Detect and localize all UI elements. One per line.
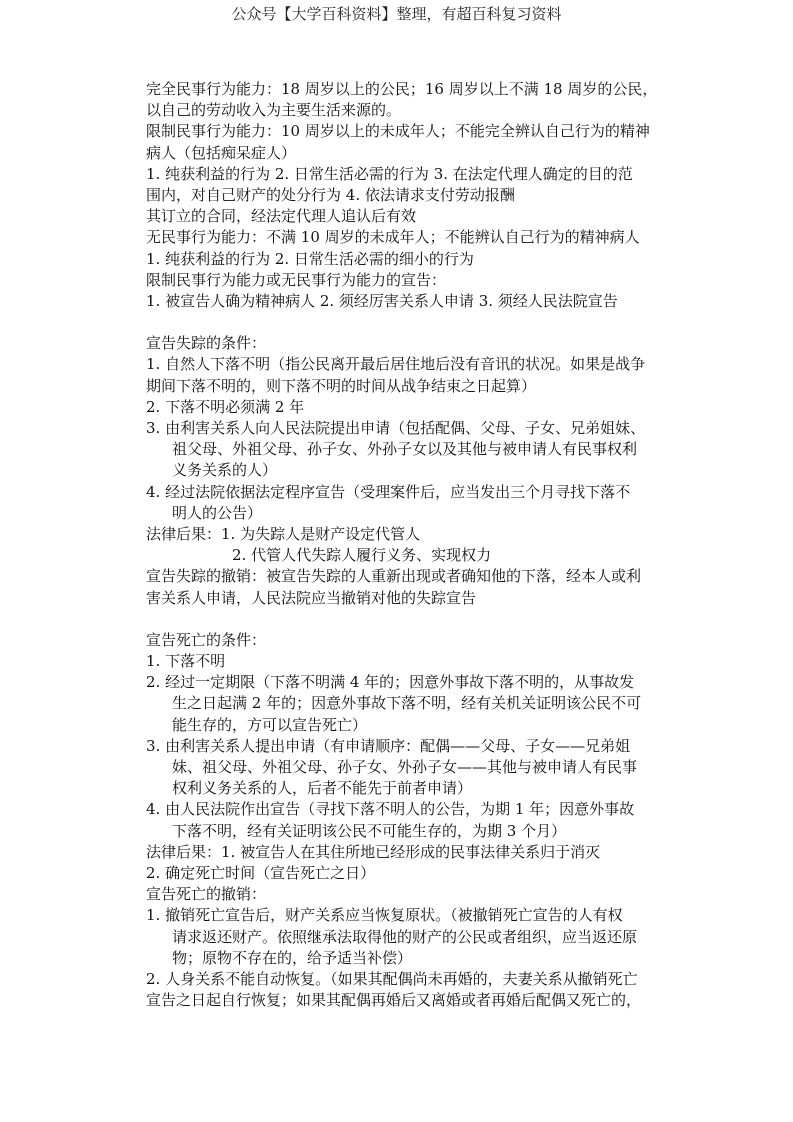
text-line: 无民事行为能力：不满 10 周岁的未成年人；不能辨认自己行为的精神病人	[146, 228, 640, 247]
text-line: 权利义务关系的人，后者不能先于前者申请）	[172, 779, 473, 798]
text-line: 妹、祖父母、外祖父母、孙子女、外孙子女——其他与被申请人有民事	[172, 758, 638, 776]
text-line: 4. 经过法院依据法定程序宣告（受理案件后，应当发出三个月寻找下落不	[146, 482, 631, 501]
text-line: 限制民事行为能力或无民事行为能力的宣告：	[146, 270, 447, 289]
text-line: 2. 确定死亡时间（宣告死亡之日）	[146, 863, 376, 882]
section-heading: 宣告死亡的条件：	[146, 630, 267, 649]
text-line: 义务关系的人）	[172, 461, 278, 480]
text-line: 法律后果：1. 被宣告人在其住所地已经形成的民事法律关系归于消灭	[146, 842, 601, 861]
text-line: 病人（包括痴呆症人）	[146, 143, 297, 162]
text-line: 以自己的劳动收入为主要生活来源的。	[146, 101, 402, 120]
text-line: 明人的公告）	[172, 503, 263, 522]
text-line: 限制民事行为能力：10 周岁以上的未成年人；不能完全辨认自己行为的精神	[146, 122, 650, 141]
text-line: 3. 由利害关系人向人民法院提出申请（包括配偶、父母、子女、兄弟姐妹、	[146, 419, 646, 437]
text-line: 1. 自然人下落不明（指公民离开最后居住地后没有音讯的状况。如果是战争	[146, 355, 646, 374]
text-line: 能生存的，方可以宣告死亡）	[172, 715, 368, 734]
text-line: 1. 纯获利益的行为 2. 日常生活必需的细小的行为	[146, 249, 474, 268]
page-header: 公众号【大学百科资料】整理，有超百科复习资料	[231, 5, 562, 23]
text-line: 期间下落不明的，则下落不明的时间从战争结束之日起算）	[146, 376, 537, 395]
text-line: 生之日起满 2 年的；因意外事故下落不明，经有关机关证明该公民不可	[172, 694, 642, 713]
text-line: 1. 纯获利益的行为 2. 日常生活必需的行为 3. 在法定代理人确定的目的范	[146, 164, 633, 183]
text-line: 1. 被宣告人确为精神病人 2. 须经厉害关系人申请 3. 须经人民法院宣告	[146, 291, 618, 310]
section-heading: 宣告失踪的条件：	[146, 334, 267, 353]
text-line: 1. 下落不明	[146, 652, 226, 671]
text-line: 宣告之日起自行恢复；如果其配偶再婚后又离婚或者再婚后配偶又死亡的，	[146, 991, 642, 1010]
text-line: 2. 下落不明必须满 2 年	[146, 397, 305, 416]
document-body	[146, 79, 676, 1011]
text-line: 1. 撤销死亡宣告后，财产关系应当恢复原状。（被撤销死亡宣告的人有权	[146, 906, 623, 925]
text-line: 请求返还财产。依照继承法取得他的财产的公民或者组织，应当返还原	[172, 927, 638, 946]
section-heading: 宣告死亡的撤销：	[146, 885, 267, 904]
blank-line	[146, 312, 676, 333]
text-line: 4. 由人民法院作出宣告（寻找下落不明人的公告，为期 1 年；因意外事故	[146, 800, 635, 819]
text-line: 2. 代管人代失踪人履行义务、实现权力	[232, 546, 492, 565]
text-line: 完全民事行为能力：18 周岁以上的公民；16 周岁以上不满 18 周岁的公民，	[146, 80, 658, 98]
text-line: 下落不明，经有关证明该公民不可能生存的，为期 3 个月）	[172, 821, 567, 840]
text-line: 害关系人申请，人民法院应当撤销对他的失踪宣告	[146, 588, 477, 607]
text-line: 其订立的合同，经法定代理人追认后有效	[146, 207, 417, 226]
text-line: 围内，对自己财产的处分行为 4. 依法请求支付劳动报酬	[146, 185, 515, 204]
text-line: 3. 由利害关系人提出申请（有申请顺序：配偶——父母、子女——兄弟姐	[146, 736, 631, 755]
blank-line	[146, 609, 676, 630]
text-line: 祖父母、外祖父母、孙子女、外孙子女以及其他与被申请人有民事权利	[172, 440, 638, 459]
text-line: 2. 经过一定期限（下落不明满 4 年的；因意外事故下落不明的，从事故发	[146, 673, 635, 692]
text-line: 宣告失踪的撤销：被宣告失踪的人重新出现或者确知他的下落，经本人或利	[146, 567, 642, 586]
text-line: 2. 人身关系不能自动恢复。（如果其配偶尚未再婚的，夫妻关系从撤销死亡	[146, 969, 638, 988]
text-line: 物；原物不存在的，给予适当补偿）	[172, 948, 413, 967]
text-line: 法律后果：1. 为失踪人是财产设定代管人	[146, 524, 421, 543]
